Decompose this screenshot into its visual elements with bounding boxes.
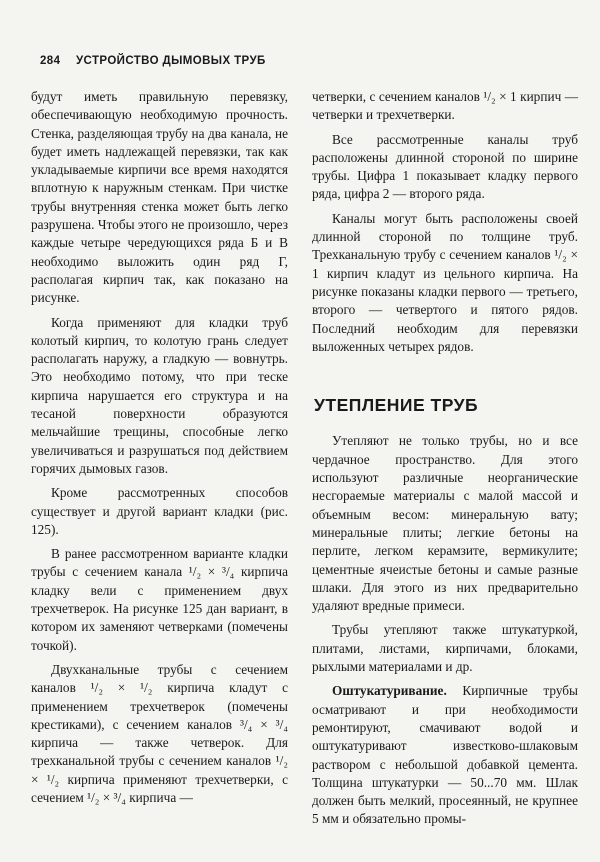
paragraph: [312, 682, 578, 828]
paragraph: В ранее рассмотренном варианте кладки трубы с сечением канала ¹/₂ × ³/₄ кирпича кладку вели с применением двух трехчетверок. На рисунке 125 дан вариант, в котором их заменяют четверками (помечены точкой).: [31, 546, 288, 653]
paragraph-lead: Оштукатуривание.: [332, 683, 447, 699]
running-title: УСТРОЙСТВО ДЫМОВЫХ ТРУБ: [76, 55, 266, 67]
right-column: [312, 88, 578, 835]
paragraph: Когда применяют для кладки труб колотый кирпич, то колотую грань следует располагать наружу, а гладкую — вовнутрь. Это необходимо потому, что при теске кирпича нарушается его структура и на тесаной поверхности образуются мельчайшие трещины, способные легко увеличиваться и разрушаться под действием горячих дымовых газов.: [31, 314, 288, 476]
paragraph: Все рассмотренные каналы труб расположены длинной стороной по ширине трубы. Цифра 1 показывает кладку первого ряда, цифра 2 — второго ряда.: [312, 131, 578, 202]
paragraph: Трубы утепляют также штукатуркой, плитами, листами, кирпичами, блоками, рыхлыми материалами и др.: [312, 622, 578, 675]
paragraph: Кроме рассмотренных способов существует и другой вариант кладки (рис. 125).: [31, 485, 288, 537]
paragraph: четверки, с сечением каналов ¹/₂ × 1 кирпич — четверки и трехчетверки.: [312, 89, 578, 123]
paragraph: Утепляют не только трубы, но и все чердачное пространство. Для этого используют различные неорганические несгораемые материалы с малой массой и объемным весом: минеральную вату; минеральные плиты; легкие бетоны на перлите, легком керамзите, вермикулите; цементные ячеистые бетоны и самые разные шлаки. Для этого из них предварительно удаляют вредные примеси.: [312, 433, 578, 614]
paragraph: будут иметь правильную перевязку, обеспечивающую необходимую прочность. Стенка, разделяющая трубу на два канала, не будет иметь надлежащей перевязки, так как укладываемые кирпичи все время находятся вплотную к наружным стенкам. При чистке трубы внутренняя стенка может быть легко разрушена. Чтобы этого не произошло, через каждые четыре чередующихся ряда Б и В необходимо выложить один ряд Г, располагая кирпич так, как показано на рисунке.: [31, 89, 288, 306]
left-column: [31, 88, 288, 813]
page-number: 284: [40, 55, 61, 67]
paragraph: Каналы могут быть расположены своей длинной стороной по толщине труб. Трехканальную трубу с сечением каналов ¹/₂ × 1 кирпич кладут из цельного кирпича. На рисунке показаны кладки первого — третьего, второго — четвертого и пятого рядов. Последний необходим для перевязки выложенных четырех рядов.: [312, 210, 578, 354]
paragraph-text: Кирпичные трубы осматривают и при необходимости ремонтируют, смачивают водой и оштукатуривают известково-шлаковым раствором с небольшой добавкой цемента. Толщина штукатурки — 50...70 мм. Шлак должен быть мелкий, просеянный, не крупнее 5 мм и обязательно промы-: [312, 683, 578, 827]
paragraph: Двухканальные трубы с сечением каналов ¹/₂ × ¹/₂ кирпича кладут с применением трехчетверок (помечены крестиками), с сечением каналов ³/₄ × ³/₄ кирпича — также четверок. Для трехканальной трубы с сечением каналов ¹/₂ × ¹/₂ кирпича применяют трехчетверки, с сечением ¹/₂ × ³/₄ кирпича —: [31, 661, 288, 805]
section-heading: УТЕПЛЕНИЕ ТРУБ: [314, 395, 479, 416]
running-header: [40, 55, 580, 67]
